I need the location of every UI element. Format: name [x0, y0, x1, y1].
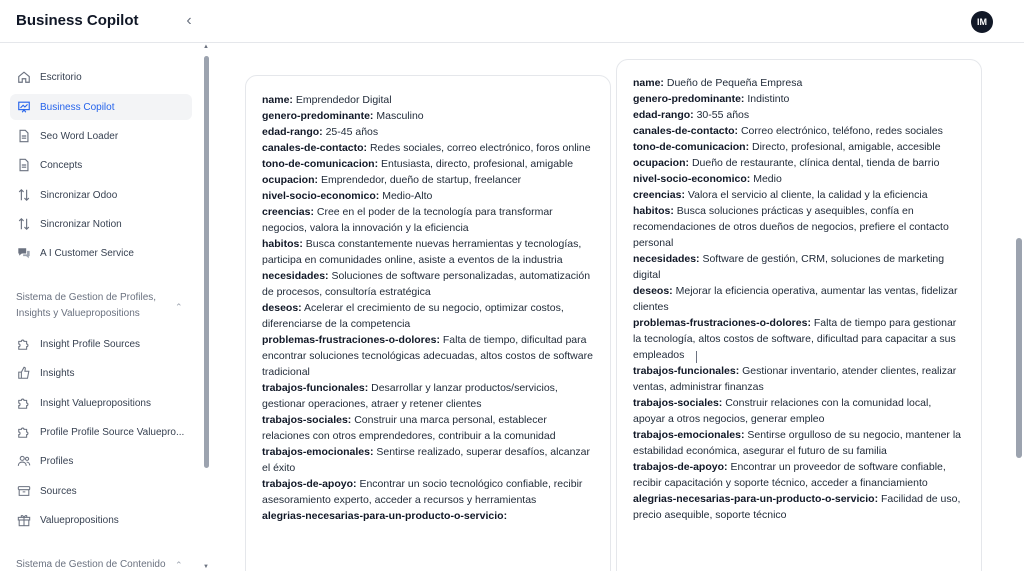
field-value: Redes sociales, correo electrónico, foros online [369, 142, 591, 154]
sidebar-item-label: Valuepropositions [40, 514, 119, 526]
puzzle-icon [16, 395, 32, 411]
profile-field [633, 459, 965, 491]
app-title: Business Copilot [16, 12, 139, 29]
chat-bubbles-icon [16, 245, 32, 261]
scroll-down-arrow-icon[interactable]: ▼ [203, 564, 209, 570]
profile-field [633, 171, 965, 187]
field-key: name: [262, 94, 293, 106]
profile-field [633, 491, 965, 523]
field-key: nivel-socio-economico: [633, 173, 751, 185]
field-key: necesidades: [262, 270, 329, 282]
profile-field [633, 395, 965, 427]
profile-card [245, 75, 611, 571]
field-value: 25-45 años [325, 126, 379, 138]
profile-field [262, 92, 594, 108]
sidebar-item-label: Insights [40, 367, 75, 379]
profile-field [262, 380, 594, 412]
field-value: 30-55 años [696, 109, 750, 121]
field-key: edad-rango: [633, 109, 694, 121]
field-value: Emprendedor, dueño de startup, freelancer [320, 174, 522, 186]
profile-field [262, 444, 594, 476]
field-value: Medio [753, 173, 782, 185]
presentation-icon [16, 99, 32, 115]
field-key: trabajos-sociales: [633, 397, 723, 409]
profile-field [633, 251, 965, 283]
profile-field [633, 427, 965, 459]
field-value: Mejorar la eficiencia operativa, aumentar las ventas, fidelizar clientes [633, 285, 958, 313]
field-key: tono-de-comunicacion: [262, 158, 379, 170]
profile-field [262, 188, 594, 204]
text-cursor [696, 351, 697, 363]
field-value: Facilidad de uso, precio asequible, soporte técnico [633, 493, 961, 521]
field-key: canales-de-contacto: [633, 125, 739, 137]
puzzle-icon [16, 336, 32, 352]
field-value: Indistinto [747, 93, 790, 105]
scroll-up-arrow-icon[interactable]: ▲ [203, 44, 209, 50]
chevron-up-icon[interactable]: ⌃ [175, 302, 183, 312]
sidebar-item-label: Profile Profile Source Valuepro... [40, 426, 185, 438]
profile-field [262, 412, 594, 444]
section-title-profiles: Sistema de Gestion de Profiles, Insights y Valuepropositions [16, 292, 157, 319]
thumbs-up-icon [16, 365, 32, 381]
sidebar-item-label: Sincronizar Odoo [40, 189, 118, 201]
field-value: Masculino [376, 110, 424, 122]
profile-field [633, 283, 965, 315]
archive-icon [16, 483, 32, 499]
profile-field [633, 75, 965, 91]
field-key: genero-predominante: [262, 110, 374, 122]
profile-field [262, 140, 594, 156]
profile-field [633, 91, 965, 107]
chevron-up-icon[interactable]: ⌃ [175, 560, 183, 570]
profile-field [262, 476, 594, 508]
profile-field [262, 156, 594, 172]
field-value: Desarrollar y lanzar productos/servicios, gestionar operaciones, atraer y retener clientes [262, 382, 558, 410]
gift-icon [16, 512, 32, 528]
sidebar-item-profiles[interactable] [10, 448, 192, 474]
sidebar-item-sincronizar-notion[interactable] [10, 211, 192, 237]
field-key: deseos: [633, 285, 673, 297]
field-value: Falta de tiempo para gestionar la tecnología, altos costos de software, dificultad para capacitar a sus empleados [633, 317, 957, 361]
field-value: Gestionar inventario, atender clientes, realizar ventas, administrar finanzas [633, 365, 957, 393]
sidebar-item-label: Profiles [40, 455, 74, 467]
users-icon [16, 453, 32, 469]
sidebar-item-label: Seo Word Loader [40, 130, 119, 142]
sidebar-item-insight-valuepropositions[interactable] [10, 390, 192, 416]
field-value: Dueño de Pequeña Empresa [666, 77, 803, 89]
field-value: Dueño de restaurante, clínica dental, tienda de barrio [691, 157, 940, 169]
document-icon [16, 157, 32, 173]
sidebar-scrollbar[interactable] [204, 56, 209, 468]
field-value: Construir relaciones con la comunidad local, apoyar a otros negocios, generar empleo [633, 397, 932, 425]
field-value: Directo, profesional, amigable, accesible [752, 141, 941, 153]
field-key: trabajos-sociales: [262, 414, 352, 426]
field-value: Falta de tiempo, dificultad para encontrar soluciones tecnológicas adecuadas, altos costos de software tradicional [262, 334, 593, 378]
field-key: habitos: [633, 205, 674, 217]
profile-field [262, 268, 594, 300]
field-value: Busca constantemente nuevas herramientas y tecnologías, participa en comunidades online, asiste a eventos de la industria [262, 238, 582, 266]
profile-field [262, 124, 594, 140]
profile-field [633, 203, 965, 251]
field-key: trabajos-de-apoyo: [262, 478, 357, 490]
home-icon [16, 69, 32, 85]
profile-field [633, 155, 965, 171]
field-value: Encontrar un socio tecnológico confiable, recibir asesoramiento experto, acceder a recursos y herramientas [262, 478, 583, 506]
sidebar-item-concepts[interactable] [10, 152, 192, 178]
field-key: alegrias-necesarias-para-un-producto-o-servicio: [633, 493, 879, 505]
sidebar-item-insights[interactable] [10, 360, 192, 386]
sidebar-item-label: Sources [40, 485, 77, 497]
field-key: canales-de-contacto: [262, 142, 368, 154]
field-key: name: [633, 77, 664, 89]
sidebar-item-ai-customer-service[interactable] [10, 240, 192, 266]
field-value: Emprendedor Digital [295, 94, 392, 106]
sidebar [0, 44, 212, 571]
field-value: Busca soluciones prácticas y asequibles, confía en recomendaciones de otros dueños de negocios, prefiere el contacto personal [633, 205, 949, 249]
profile-card [616, 59, 982, 571]
profile-field [262, 108, 594, 124]
profile-field [633, 187, 965, 203]
main-scrollbar[interactable] [1016, 238, 1022, 458]
top-bar [0, 0, 1024, 43]
profile-field [262, 172, 594, 188]
sidebar-item-label: Escritorio [40, 71, 82, 83]
sidebar-item-valuepropositions[interactable] [10, 507, 192, 533]
field-key: creencias: [262, 206, 314, 218]
field-key: tono-de-comunicacion: [633, 141, 750, 153]
sidebar-item-label: Concepts [40, 159, 83, 171]
field-key: nivel-socio-economico: [262, 190, 380, 202]
field-key: edad-rango: [262, 126, 323, 138]
field-key: genero-predominante: [633, 93, 745, 105]
sidebar-item-seo-word-loader[interactable] [10, 123, 192, 149]
main-content [213, 44, 1014, 571]
profile-field [633, 107, 965, 123]
field-value: Construir una marca personal, establecer relaciones con otros emprendedores, contribuir a la comunidad [262, 414, 556, 442]
profile-field [262, 508, 594, 524]
profile-field [262, 236, 594, 268]
sidebar-item-sources[interactable] [10, 478, 192, 504]
sidebar-item-label: Business Copilot [40, 101, 115, 113]
sidebar-item-label: A I Customer Service [40, 247, 134, 259]
sidebar-item-label: Sincronizar Notion [40, 218, 122, 230]
field-key: deseos: [262, 302, 302, 314]
field-key: trabajos-emocionales: [262, 446, 374, 458]
field-key: trabajos-emocionales: [633, 429, 745, 441]
profile-field [262, 204, 594, 236]
profile-field [633, 315, 965, 363]
puzzle-icon [16, 424, 32, 440]
chevron-left-icon[interactable]: ‹ [186, 12, 192, 29]
profile-field [633, 123, 965, 139]
sidebar-item-insight-profile-sources[interactable] [10, 331, 192, 357]
field-value: Sentirse realizado, superar desafíos, alcanzar el éxito [262, 446, 590, 474]
field-key: habitos: [262, 238, 303, 250]
field-key: alegrias-necesarias-para-un-producto-o-servicio: [262, 510, 508, 522]
field-value: Software de gestión, CRM, soluciones de marketing digital [633, 253, 945, 281]
field-value: Medio-Alto [382, 190, 433, 202]
field-key: problemas-frustraciones-o-dolores: [262, 334, 440, 346]
field-value: Entusiasta, directo, profesional, amigable [381, 158, 574, 170]
document-icon [16, 128, 32, 144]
sync-arrows-icon [16, 187, 32, 203]
field-value: Encontrar un proveedor de software confiable, recibir capacitación y soporte técnico, acceder a financiamiento [633, 461, 946, 489]
sync-arrows-icon [16, 216, 32, 232]
field-value: Soluciones de software personalizadas, automatización de procesos, consultoría estratégica [262, 270, 591, 298]
profile-field [262, 332, 594, 380]
sidebar-item-label: Insight Profile Sources [40, 338, 141, 350]
field-value: Valora el servicio al cliente, la calidad y la eficiencia [687, 189, 928, 201]
field-value: Sentirse orgulloso de su negocio, mantener la estabilidad económica, asegurar el futuro de su familia [633, 429, 962, 457]
profile-field [262, 300, 594, 332]
sidebar-item-label: Insight Valuepropositions [40, 397, 151, 409]
sidebar-item-profile-profile-source-valuepropositions[interactable] [10, 419, 192, 445]
field-key: ocupacion: [262, 174, 319, 186]
sidebar-item-escritorio[interactable] [10, 64, 192, 90]
field-value: Acelerar el crecimiento de su negocio, optimizar costos, diferenciarse de la competencia [262, 302, 564, 330]
field-key: trabajos-de-apoyo: [633, 461, 728, 473]
field-key: ocupacion: [633, 157, 690, 169]
field-key: trabajos-funcionales: [633, 365, 740, 377]
profile-field [633, 139, 965, 155]
avatar[interactable]: IM [971, 11, 993, 33]
field-key: problemas-frustraciones-o-dolores: [633, 317, 811, 329]
field-value: Cree en el poder de la tecnología para transformar negocios, valora la innovación y la eficiencia [262, 206, 553, 234]
field-key: trabajos-funcionales: [262, 382, 369, 394]
field-key: necesidades: [633, 253, 700, 265]
sidebar-item-business-copilot[interactable] [10, 94, 192, 120]
field-key: creencias: [633, 189, 685, 201]
profile-field [633, 363, 965, 395]
field-value: Correo electrónico, teléfono, redes sociales [740, 125, 943, 137]
sidebar-item-sincronizar-odoo[interactable] [10, 182, 192, 208]
section-title-contenido: Sistema de Gestion de Contenido [16, 559, 166, 570]
